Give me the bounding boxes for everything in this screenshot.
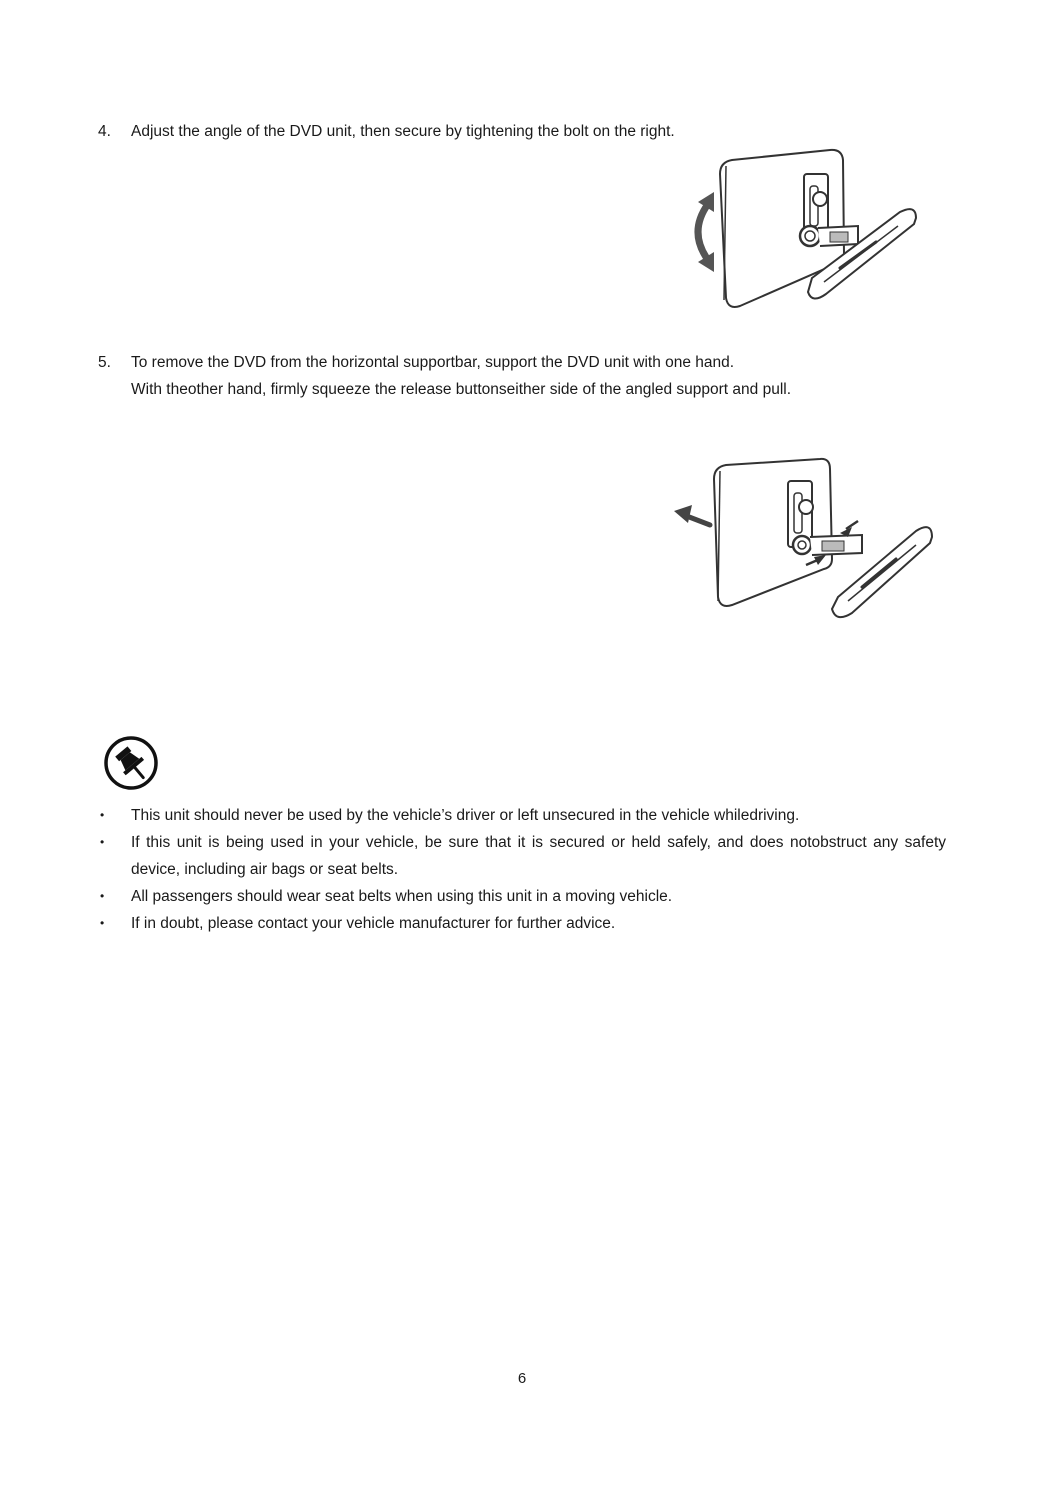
step-text-line-1: To remove the DVD from the horizontal supportbar, support the DVD unit with one hand. (131, 354, 735, 371)
list-item-text: If in doubt, please contact your vehicle manufacturer for further advice. (131, 915, 616, 932)
step-text-line-2: With theother hand, firmly squeeze the release buttonseither side of the angled support and pull. (131, 381, 792, 398)
list-item (98, 910, 946, 937)
list-item (98, 883, 946, 910)
list-item (98, 829, 946, 883)
step-number: 5. (98, 354, 111, 371)
list-item-text: This unit should never be used by the vehicle’s driver or left unsecured in the vehicle whiledriving. (131, 807, 800, 824)
list-item (98, 802, 946, 829)
list-item-text: All passengers should wear seat belts when using this unit in a moving vehicle. (131, 888, 673, 905)
step-number: 4. (98, 123, 111, 140)
dvd-remove-illustration (670, 455, 935, 625)
bullet-icon: • (100, 916, 105, 930)
bullet-icon: • (100, 808, 105, 822)
dvd-adjust-angle-illustration (680, 146, 925, 314)
pushpin-icon (102, 734, 160, 792)
page-number: 6 (517, 1370, 527, 1387)
step-5 (98, 349, 944, 403)
step-text: Adjust the angle of the DVD unit, then secure by tightening the bolt on the right. (131, 123, 675, 140)
bullet-icon: • (100, 835, 105, 849)
step-4 (98, 118, 944, 145)
safety-notes-list (98, 802, 946, 937)
list-item-text: If this unit is being used in your vehicle, be sure that it is secured or held safely, and does notobstruct any safety device, including air bags or seat belts. (131, 834, 946, 878)
bullet-icon: • (100, 889, 105, 903)
